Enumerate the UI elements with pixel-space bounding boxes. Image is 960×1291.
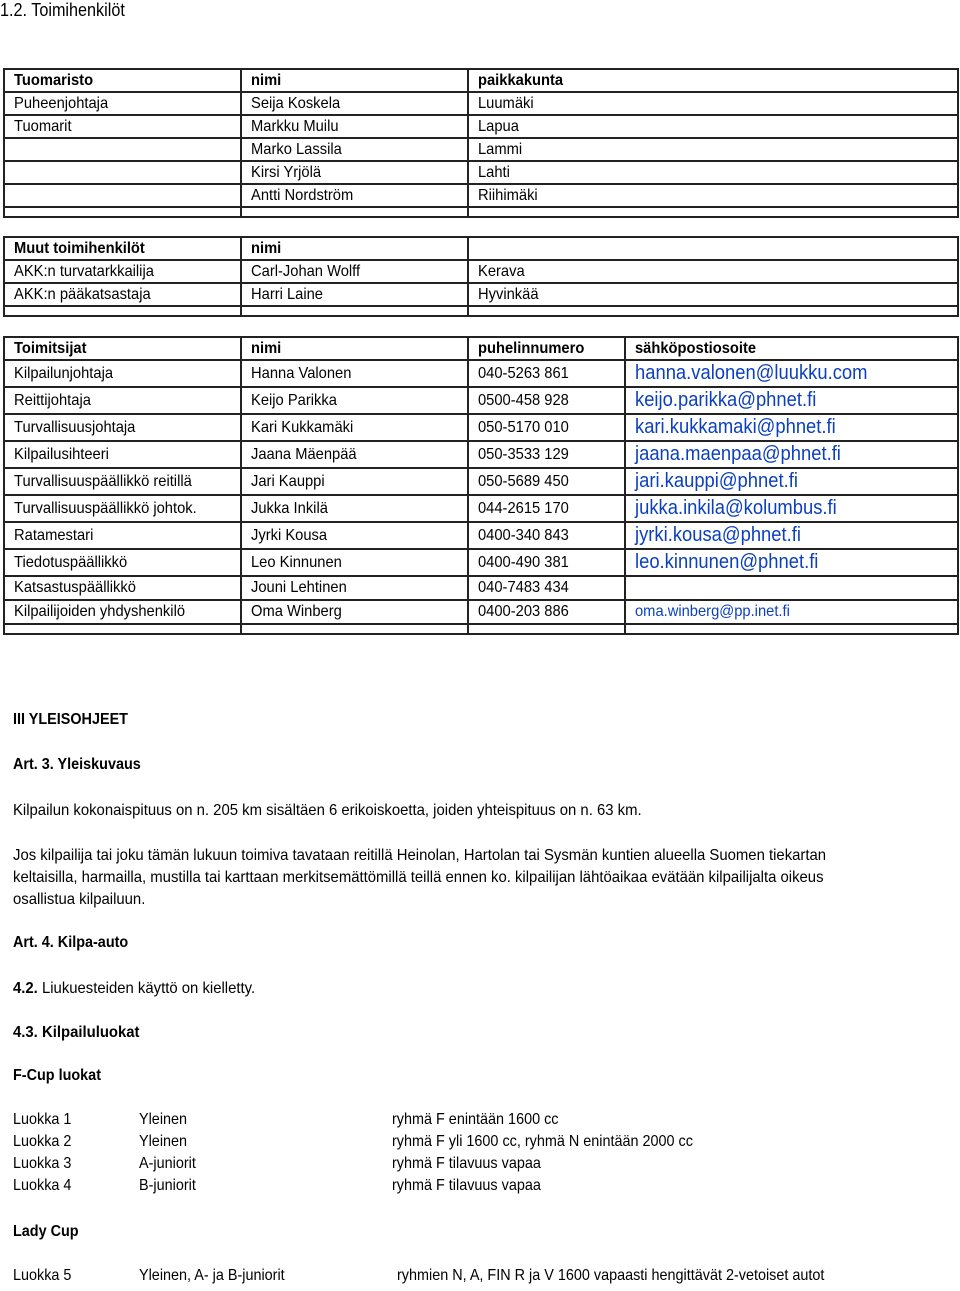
table-row: Puheenjohtaja Seija Koskela Luumäki bbox=[4, 92, 958, 115]
article-heading-3: Art. 3. Yleiskuvaus bbox=[13, 756, 141, 773]
article-heading-4: Art. 4. Kilpa-auto bbox=[13, 934, 129, 951]
email-link[interactable]: keijo.parikka@phnet.fi bbox=[635, 389, 817, 411]
section-heading-yleisohjeet: III YLEISOHJEET bbox=[13, 711, 128, 728]
table-row: Turvallisuuspäällikkö reitillä Jari Kauppi 050-5689 450 jari.kauppi@phnet.fi bbox=[4, 468, 958, 495]
email-link[interactable]: leo.kinnunen@phnet.fi bbox=[635, 551, 819, 573]
email-link[interactable]: jyrki.kousa@phnet.fi bbox=[635, 524, 801, 546]
table-row: Turvallisuuspäällikkö johtok. Jukka Inkilä 044-2615 170 jukka.inkila@kolumbus.fi bbox=[4, 495, 958, 522]
paragraph-kokonaispituus: Kilpailun kokonaispituus on n. 205 km sisältäen 6 erikoiskoetta, joiden yhteispituus on n. 63 km. bbox=[13, 802, 642, 819]
toimitsijat-table bbox=[3, 336, 959, 635]
table-header-row: Muut toimihenkilöt nimi bbox=[4, 237, 958, 260]
table-spacer-row bbox=[4, 624, 958, 634]
email-link[interactable]: kari.kukkamaki@phnet.fi bbox=[635, 416, 836, 438]
email-link[interactable]: jukka.inkila@kolumbus.fi bbox=[635, 497, 837, 519]
table-row: Tuomarit Markku Muilu Lapua bbox=[4, 115, 958, 138]
table-header-row: Toimitsijat nimi puhelinnumero sähköpostiosoite bbox=[4, 337, 958, 360]
table-row: Katsastuspäällikkö Jouni Lehtinen 040-7483 434 bbox=[4, 576, 958, 600]
email-link[interactable]: jaana.maenpaa@phnet.fi bbox=[635, 443, 841, 465]
table-row: Kilpailunjohtaja Hanna Valonen 040-5263 861 hanna.valonen@luukku.com bbox=[4, 360, 958, 387]
muut-toimihenkilot-table bbox=[3, 236, 959, 317]
table-row: Kirsi Yrjölä Lahti bbox=[4, 161, 958, 184]
table-row: AKK:n turvatarkkailija Carl-Johan Wolff Kerava bbox=[4, 260, 958, 283]
subsection-4-3: 4.3. Kilpailuluokat bbox=[13, 1024, 140, 1041]
fcup-heading: F-Cup luokat bbox=[13, 1067, 101, 1084]
table-row: Marko Lassila Lammi bbox=[4, 138, 958, 161]
tuomaristo-table bbox=[3, 68, 959, 218]
email-link[interactable]: oma.winberg@pp.inet.fi bbox=[635, 603, 790, 620]
paragraph-reitti: Jos kilpailija tai joku tämän lukuun toimiva tavataan reitillä Heinolan, Hartolan tai Sysmän kuntien alueella Suomen tiekartan keltaisilla, harmailla, mustilla tai karttaan merkitsemättömillä teillä ennen ko. kilpailijan lähtöaikaa evätään kilpailijalta oikeus osallistua kilpailuun. bbox=[13, 847, 827, 908]
table-row: Antti Nordström Riihimäki bbox=[4, 184, 958, 207]
table-header-row: Tuomaristo nimi paikkakunta bbox=[4, 69, 958, 92]
table-spacer-row bbox=[4, 207, 958, 217]
table-row: Ratamestari Jyrki Kousa 0400-340 843 jyrki.kousa@phnet.fi bbox=[4, 522, 958, 549]
email-link[interactable]: jari.kauppi@phnet.fi bbox=[635, 470, 798, 492]
table-row: Reittijohtaja Keijo Parikka 0500-458 928 keijo.parikka@phnet.fi bbox=[4, 387, 958, 414]
subsection-4-2: 4.2. Liukuesteiden käyttö on kielletty. bbox=[13, 980, 256, 997]
table-row: Kilpailijoiden yhdyshenkilö Oma Winberg 0400-203 886 oma.winberg@pp.inet.fi bbox=[4, 600, 958, 624]
email-link[interactable]: hanna.valonen@luukku.com bbox=[635, 362, 868, 384]
table-row: Turvallisuusjohtaja Kari Kukkamäki 050-5170 010 kari.kukkamaki@phnet.fi bbox=[4, 414, 958, 441]
section-title: 1.2. Toimihenkilöt bbox=[0, 0, 125, 20]
table-spacer-row bbox=[4, 306, 958, 316]
list-item: Luokka 5 Yleinen, A- ja B-juniorit ryhmien N, A, FIN R ja V 1600 vapaasti hengittävät 2-vetoiset autot bbox=[13, 1267, 825, 1284]
lady-cup-class bbox=[13, 1267, 953, 1289]
table-row: Tiedotuspäällikkö Leo Kinnunen 0400-490 381 leo.kinnunen@phnet.fi bbox=[4, 549, 958, 576]
table-row: Kilpailusihteeri Jaana Mäenpää 050-3533 129 jaana.maenpaa@phnet.fi bbox=[4, 441, 958, 468]
lady-cup-heading: Lady Cup bbox=[13, 1223, 79, 1240]
table-row: AKK:n pääkatsastaja Harri Laine Hyvinkää bbox=[4, 283, 958, 306]
